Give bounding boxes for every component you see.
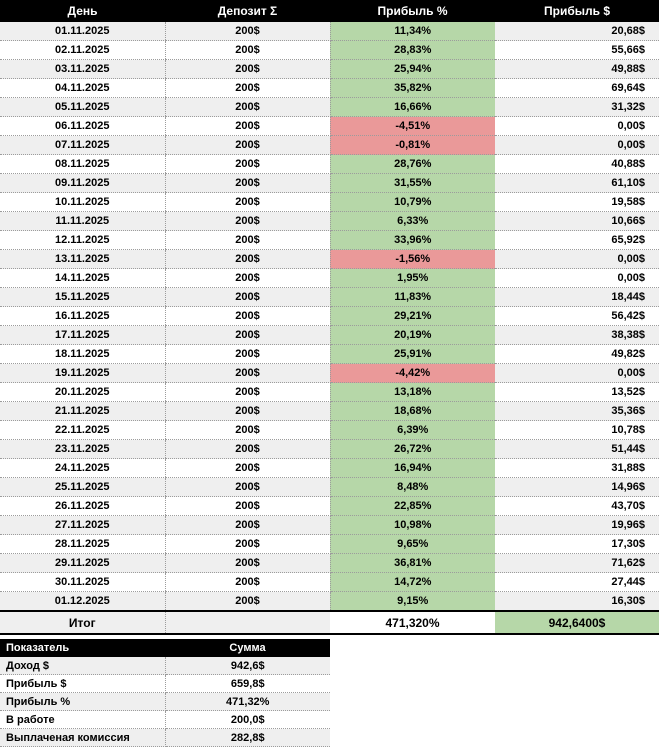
summary-row bbox=[0, 711, 330, 729]
table-row bbox=[0, 554, 659, 573]
table-row bbox=[0, 212, 659, 231]
summary-metric-name: В работе bbox=[0, 711, 165, 729]
cell-profit-usd: 0,00$ bbox=[495, 269, 659, 288]
summary-row bbox=[0, 675, 330, 693]
cell-profit-usd: 61,10$ bbox=[495, 174, 659, 193]
cell-day: 15.11.2025 bbox=[0, 288, 165, 307]
cell-profit-usd: 0,00$ bbox=[495, 117, 659, 136]
cell-deposit: 200$ bbox=[165, 193, 330, 212]
table-row bbox=[0, 136, 659, 155]
cell-deposit: 200$ bbox=[165, 269, 330, 288]
table-row bbox=[0, 98, 659, 117]
cell-day: 13.11.2025 bbox=[0, 250, 165, 269]
cell-deposit: 200$ bbox=[165, 79, 330, 98]
cell-profit-percent: 25,94% bbox=[330, 60, 495, 79]
cell-profit-percent: 13,18% bbox=[330, 383, 495, 402]
cell-profit-percent: 11,34% bbox=[330, 22, 495, 41]
table-row bbox=[0, 117, 659, 136]
total-profit-usd: 942,6400$ bbox=[495, 611, 659, 634]
cell-profit-percent: 28,76% bbox=[330, 155, 495, 174]
cell-profit-usd: 51,44$ bbox=[495, 440, 659, 459]
cell-profit-percent: 6,33% bbox=[330, 212, 495, 231]
cell-profit-percent: 36,81% bbox=[330, 554, 495, 573]
cell-day: 24.11.2025 bbox=[0, 459, 165, 478]
total-row bbox=[0, 611, 659, 634]
cell-deposit: 200$ bbox=[165, 22, 330, 41]
cell-deposit: 200$ bbox=[165, 478, 330, 497]
cell-deposit: 200$ bbox=[165, 364, 330, 383]
summary-metric-value: 282,8$ bbox=[165, 729, 330, 747]
cell-profit-percent: 16,66% bbox=[330, 98, 495, 117]
cell-profit-usd: 10,66$ bbox=[495, 212, 659, 231]
cell-profit-percent: 35,82% bbox=[330, 79, 495, 98]
cell-profit-percent: 26,72% bbox=[330, 440, 495, 459]
cell-day: 01.12.2025 bbox=[0, 592, 165, 612]
table-row bbox=[0, 60, 659, 79]
cell-day: 10.11.2025 bbox=[0, 193, 165, 212]
cell-profit-percent: 11,83% bbox=[330, 288, 495, 307]
cell-profit-usd: 19,58$ bbox=[495, 193, 659, 212]
cell-day: 02.11.2025 bbox=[0, 41, 165, 60]
table-row bbox=[0, 250, 659, 269]
cell-day: 06.11.2025 bbox=[0, 117, 165, 136]
cell-profit-percent: -1,56% bbox=[330, 250, 495, 269]
summary-header bbox=[0, 639, 330, 657]
cell-profit-usd: 10,78$ bbox=[495, 421, 659, 440]
summary-column-header-amount: Сумма bbox=[165, 639, 330, 657]
summary-section bbox=[0, 639, 659, 747]
cell-day: 17.11.2025 bbox=[0, 326, 165, 345]
cell-profit-percent: -4,51% bbox=[330, 117, 495, 136]
table-row bbox=[0, 307, 659, 326]
table-row bbox=[0, 41, 659, 60]
cell-profit-percent: 28,83% bbox=[330, 41, 495, 60]
table-row bbox=[0, 288, 659, 307]
total-label: Итог bbox=[0, 611, 165, 634]
table-row bbox=[0, 516, 659, 535]
cell-day: 05.11.2025 bbox=[0, 98, 165, 117]
table-row bbox=[0, 535, 659, 554]
cell-profit-usd: 49,88$ bbox=[495, 60, 659, 79]
cell-profit-percent: 9,15% bbox=[330, 592, 495, 612]
table-row bbox=[0, 478, 659, 497]
table-row bbox=[0, 79, 659, 98]
cell-deposit: 200$ bbox=[165, 497, 330, 516]
cell-deposit: 200$ bbox=[165, 402, 330, 421]
summary-table bbox=[0, 639, 330, 747]
cell-profit-usd: 14,96$ bbox=[495, 478, 659, 497]
cell-day: 25.11.2025 bbox=[0, 478, 165, 497]
cell-profit-usd: 0,00$ bbox=[495, 364, 659, 383]
cell-deposit: 200$ bbox=[165, 117, 330, 136]
cell-day: 27.11.2025 bbox=[0, 516, 165, 535]
cell-profit-percent: 31,55% bbox=[330, 174, 495, 193]
table-row bbox=[0, 22, 659, 41]
cell-profit-usd: 16,30$ bbox=[495, 592, 659, 612]
table-body bbox=[0, 22, 659, 634]
cell-profit-percent: -0,81% bbox=[330, 136, 495, 155]
cell-profit-percent: 33,96% bbox=[330, 231, 495, 250]
table-header-row bbox=[0, 0, 659, 22]
total-deposit bbox=[165, 611, 330, 634]
table-header bbox=[0, 0, 659, 22]
summary-row bbox=[0, 657, 330, 675]
cell-profit-percent: 29,21% bbox=[330, 307, 495, 326]
summary-metric-value: 942,6$ bbox=[165, 657, 330, 675]
cell-profit-usd: 40,88$ bbox=[495, 155, 659, 174]
cell-deposit: 200$ bbox=[165, 326, 330, 345]
cell-day: 22.11.2025 bbox=[0, 421, 165, 440]
table-row bbox=[0, 269, 659, 288]
cell-profit-usd: 38,38$ bbox=[495, 326, 659, 345]
cell-profit-percent: 18,68% bbox=[330, 402, 495, 421]
cell-deposit: 200$ bbox=[165, 440, 330, 459]
cell-deposit: 200$ bbox=[165, 174, 330, 193]
cell-day: 07.11.2025 bbox=[0, 136, 165, 155]
cell-deposit: 200$ bbox=[165, 98, 330, 117]
cell-deposit: 200$ bbox=[165, 212, 330, 231]
cell-deposit: 200$ bbox=[165, 307, 330, 326]
cell-profit-usd: 56,42$ bbox=[495, 307, 659, 326]
cell-profit-percent: 6,39% bbox=[330, 421, 495, 440]
summary-metric-name: Доход $ bbox=[0, 657, 165, 675]
table-row bbox=[0, 231, 659, 250]
cell-profit-usd: 27,44$ bbox=[495, 573, 659, 592]
cell-day: 30.11.2025 bbox=[0, 573, 165, 592]
cell-day: 11.11.2025 bbox=[0, 212, 165, 231]
summary-column-header-metric: Показатель bbox=[0, 639, 165, 657]
cell-day: 04.11.2025 bbox=[0, 79, 165, 98]
cell-profit-percent: 25,91% bbox=[330, 345, 495, 364]
cell-deposit: 200$ bbox=[165, 60, 330, 79]
cell-deposit: 200$ bbox=[165, 41, 330, 60]
cell-deposit: 200$ bbox=[165, 573, 330, 592]
summary-row bbox=[0, 693, 330, 711]
total-profit-percent: 471,320% bbox=[330, 611, 495, 634]
cell-profit-percent: 1,95% bbox=[330, 269, 495, 288]
cell-profit-percent: 9,65% bbox=[330, 535, 495, 554]
cell-deposit: 200$ bbox=[165, 535, 330, 554]
cell-deposit: 200$ bbox=[165, 459, 330, 478]
cell-profit-usd: 71,62$ bbox=[495, 554, 659, 573]
cell-day: 12.11.2025 bbox=[0, 231, 165, 250]
cell-deposit: 200$ bbox=[165, 136, 330, 155]
cell-profit-percent: 22,85% bbox=[330, 497, 495, 516]
cell-deposit: 200$ bbox=[165, 288, 330, 307]
cell-profit-usd: 31,88$ bbox=[495, 459, 659, 478]
table-row bbox=[0, 383, 659, 402]
cell-profit-usd: 49,82$ bbox=[495, 345, 659, 364]
cell-profit-usd: 65,92$ bbox=[495, 231, 659, 250]
cell-day: 09.11.2025 bbox=[0, 174, 165, 193]
cell-profit-usd: 17,30$ bbox=[495, 535, 659, 554]
table-row bbox=[0, 497, 659, 516]
summary-metric-value: 200,0$ bbox=[165, 711, 330, 729]
cell-deposit: 200$ bbox=[165, 592, 330, 612]
cell-profit-usd: 31,32$ bbox=[495, 98, 659, 117]
cell-deposit: 200$ bbox=[165, 155, 330, 174]
cell-profit-percent: 14,72% bbox=[330, 573, 495, 592]
cell-deposit: 200$ bbox=[165, 345, 330, 364]
cell-deposit: 200$ bbox=[165, 250, 330, 269]
cell-profit-usd: 19,96$ bbox=[495, 516, 659, 535]
table-row bbox=[0, 345, 659, 364]
cell-day: 20.11.2025 bbox=[0, 383, 165, 402]
table-row bbox=[0, 459, 659, 478]
table-row bbox=[0, 174, 659, 193]
column-header-deposit: Депозит Σ bbox=[165, 0, 330, 22]
cell-profit-usd: 0,00$ bbox=[495, 250, 659, 269]
summary-row bbox=[0, 729, 330, 747]
cell-day: 28.11.2025 bbox=[0, 535, 165, 554]
cell-profit-percent: -4,42% bbox=[330, 364, 495, 383]
cell-profit-percent: 20,19% bbox=[330, 326, 495, 345]
table-row bbox=[0, 326, 659, 345]
cell-profit-usd: 20,68$ bbox=[495, 22, 659, 41]
column-header-profit-percent: Прибыль % bbox=[330, 0, 495, 22]
cell-profit-usd: 13,52$ bbox=[495, 383, 659, 402]
table-row bbox=[0, 421, 659, 440]
table-row bbox=[0, 592, 659, 612]
summary-metric-value: 659,8$ bbox=[165, 675, 330, 693]
cell-day: 08.11.2025 bbox=[0, 155, 165, 174]
cell-deposit: 200$ bbox=[165, 516, 330, 535]
summary-metric-value: 471,32% bbox=[165, 693, 330, 711]
summary-header-row bbox=[0, 639, 330, 657]
cell-profit-usd: 69,64$ bbox=[495, 79, 659, 98]
cell-day: 14.11.2025 bbox=[0, 269, 165, 288]
cell-profit-percent: 10,98% bbox=[330, 516, 495, 535]
column-header-profit-usd: Прибыль $ bbox=[495, 0, 659, 22]
summary-body bbox=[0, 657, 330, 747]
table-row bbox=[0, 364, 659, 383]
cell-profit-usd: 43,70$ bbox=[495, 497, 659, 516]
cell-profit-usd: 55,66$ bbox=[495, 41, 659, 60]
table-row bbox=[0, 193, 659, 212]
cell-deposit: 200$ bbox=[165, 554, 330, 573]
summary-metric-name: Прибыль $ bbox=[0, 675, 165, 693]
cell-profit-percent: 8,48% bbox=[330, 478, 495, 497]
table-row bbox=[0, 440, 659, 459]
cell-deposit: 200$ bbox=[165, 383, 330, 402]
cell-day: 23.11.2025 bbox=[0, 440, 165, 459]
cell-day: 18.11.2025 bbox=[0, 345, 165, 364]
table-row bbox=[0, 402, 659, 421]
cell-day: 03.11.2025 bbox=[0, 60, 165, 79]
cell-profit-usd: 35,36$ bbox=[495, 402, 659, 421]
cell-day: 19.11.2025 bbox=[0, 364, 165, 383]
cell-day: 01.11.2025 bbox=[0, 22, 165, 41]
cell-day: 29.11.2025 bbox=[0, 554, 165, 573]
cell-day: 21.11.2025 bbox=[0, 402, 165, 421]
summary-metric-name: Прибыль % bbox=[0, 693, 165, 711]
cell-day: 26.11.2025 bbox=[0, 497, 165, 516]
column-header-day: День bbox=[0, 0, 165, 22]
cell-profit-percent: 16,94% bbox=[330, 459, 495, 478]
cell-profit-usd: 0,00$ bbox=[495, 136, 659, 155]
summary-metric-name: Выплаченая комиссия bbox=[0, 729, 165, 747]
cell-deposit: 200$ bbox=[165, 231, 330, 250]
cell-deposit: 200$ bbox=[165, 421, 330, 440]
cell-profit-usd: 18,44$ bbox=[495, 288, 659, 307]
table-row bbox=[0, 573, 659, 592]
cell-day: 16.11.2025 bbox=[0, 307, 165, 326]
cell-profit-percent: 10,79% bbox=[330, 193, 495, 212]
table-row bbox=[0, 155, 659, 174]
